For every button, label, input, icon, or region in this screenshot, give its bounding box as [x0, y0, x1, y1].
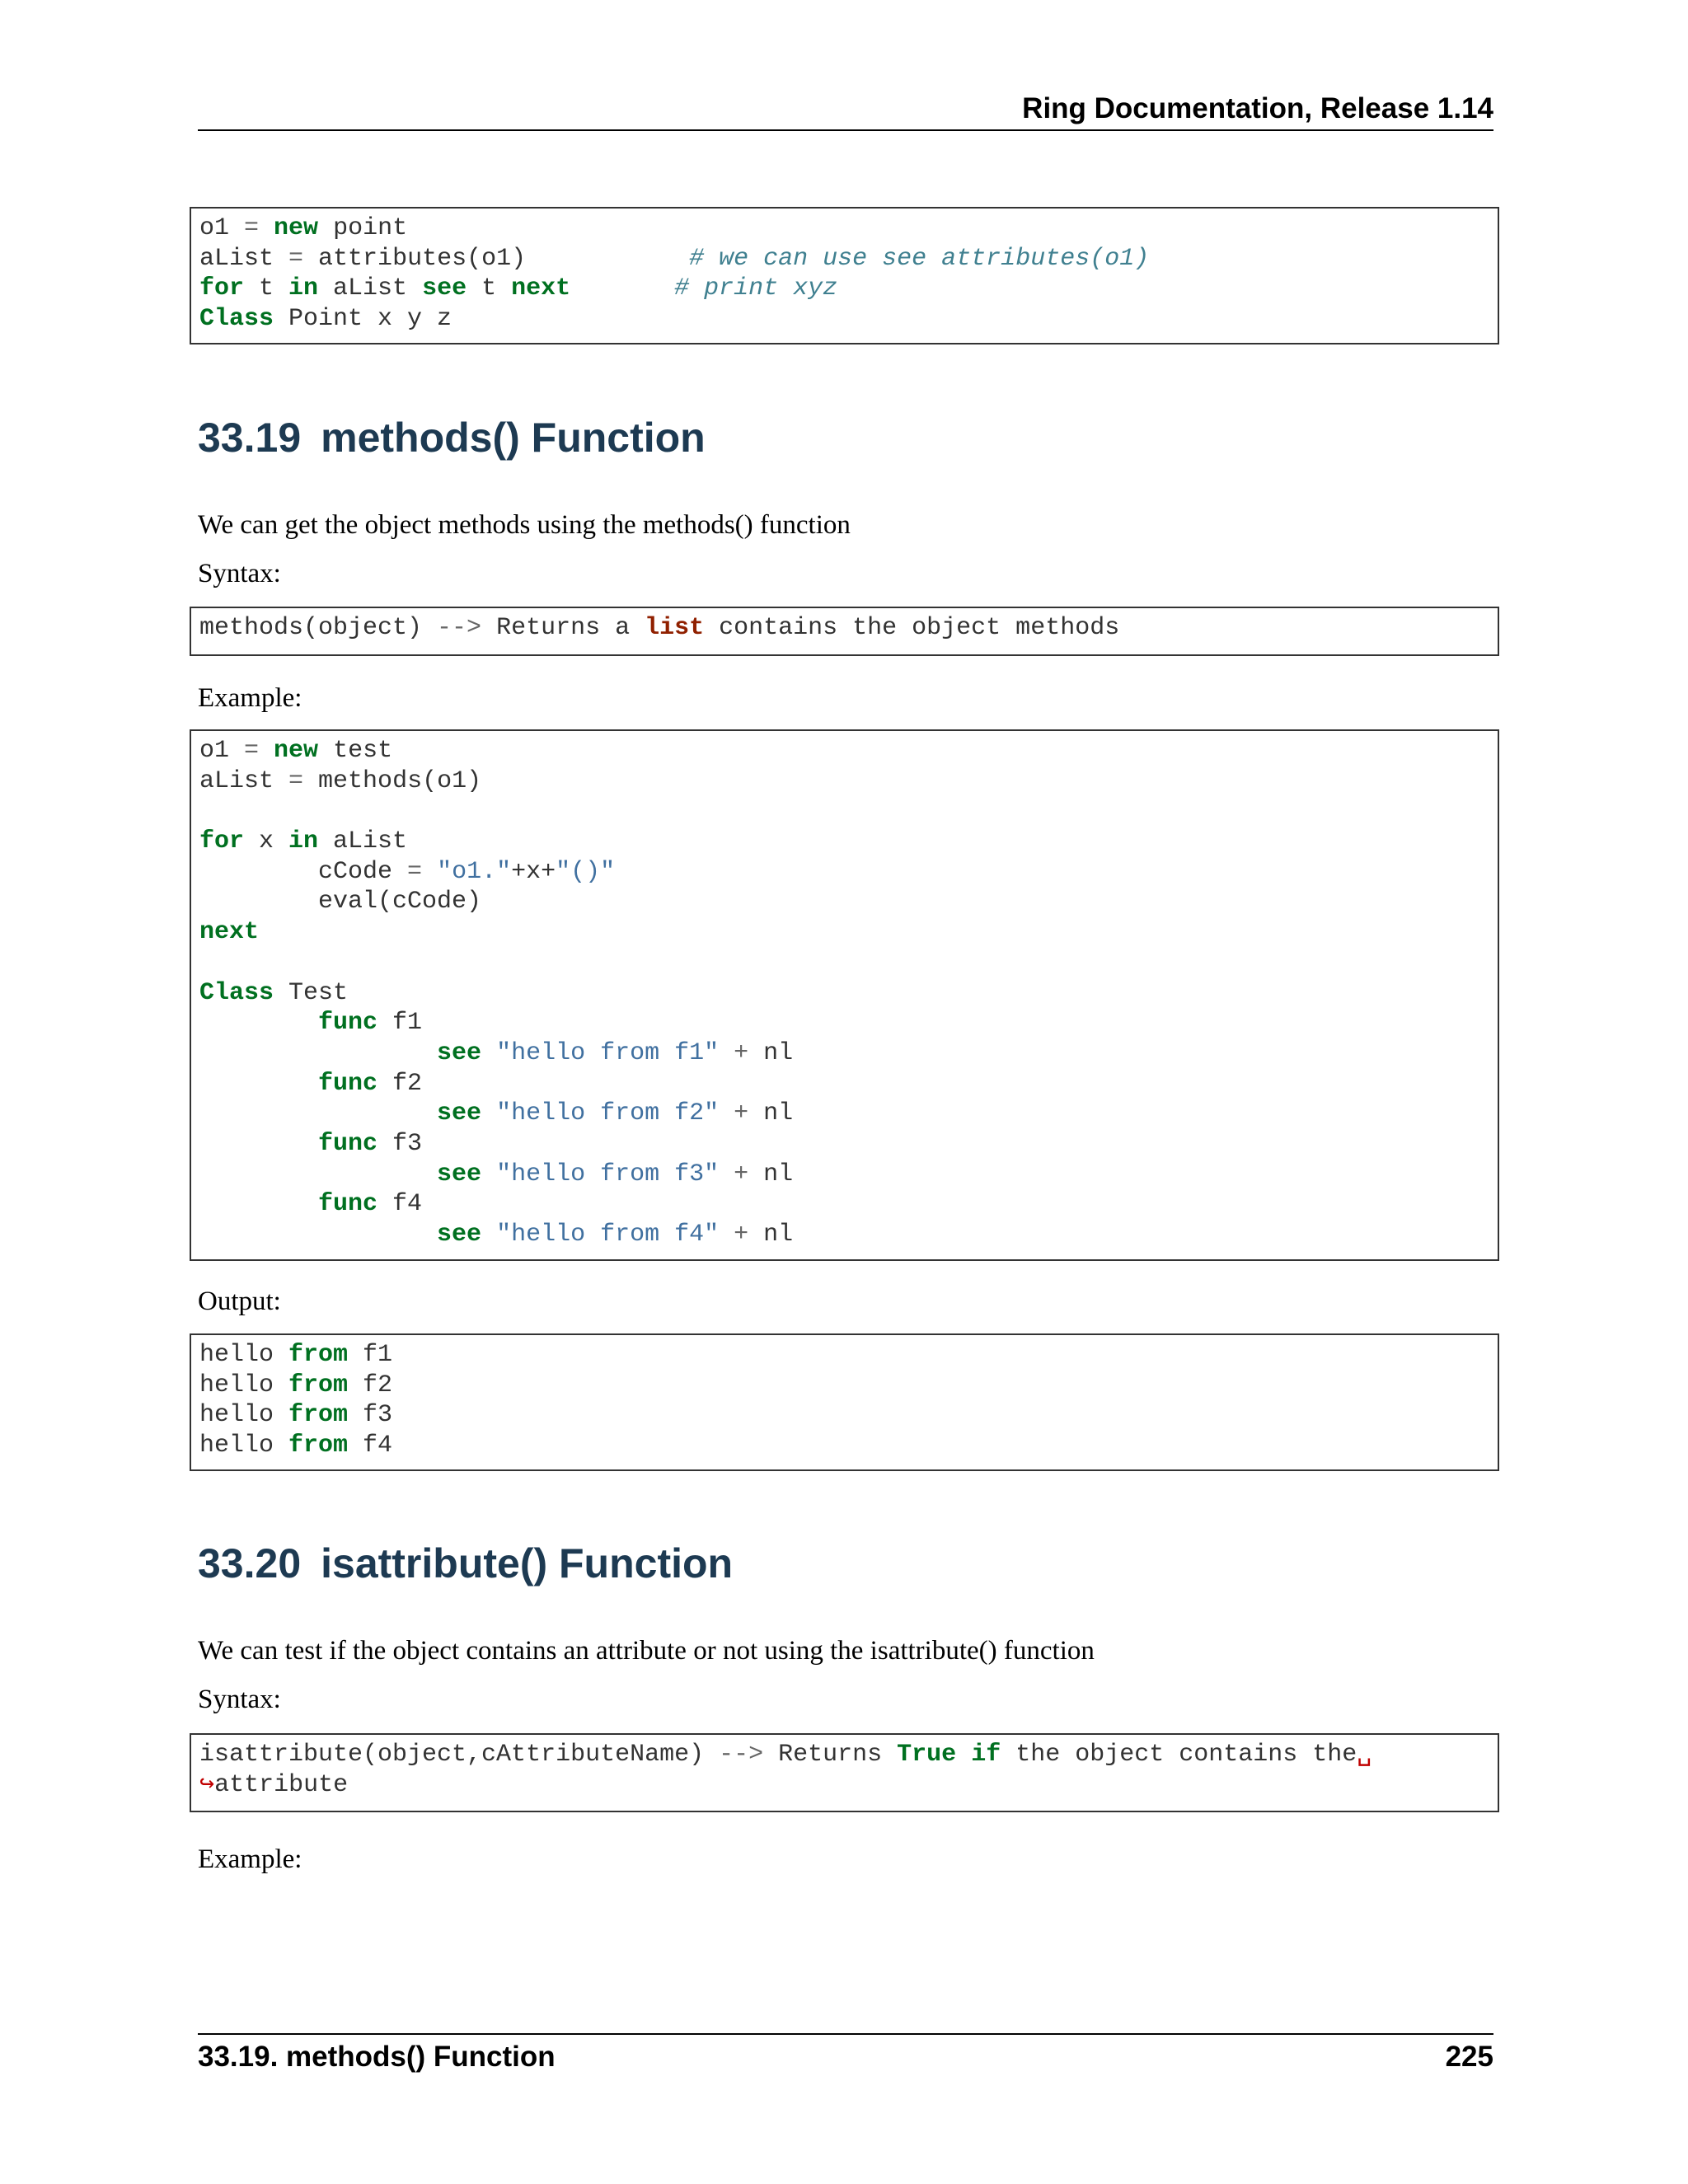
section-intro: We can get the object methods using the methods() function: [198, 510, 851, 540]
syntax-label: Syntax:: [198, 1685, 281, 1714]
syntax-label: Syntax:: [198, 559, 281, 588]
footer-divider: [198, 2033, 1493, 2035]
code-line: see "hello from f2" + nl: [437, 1099, 794, 1128]
code-line: cCode = "o1."+x+"()": [199, 857, 616, 886]
section-intro: We can test if the object contains an attribute or not using the isattribute() function: [198, 1636, 1095, 1666]
code-line: func f3: [318, 1129, 423, 1158]
code-line: see "hello from f4" + nl: [437, 1221, 794, 1249]
code-line: for t in aList see t next # print xyz: [199, 274, 838, 303]
code-line: see "hello from f3" + nl: [437, 1160, 794, 1188]
code-line: hello from f2: [199, 1371, 393, 1399]
page-number: 225: [1445, 2041, 1493, 2073]
code-line: func f1: [318, 1009, 423, 1038]
code-line: o1 = new test: [199, 737, 393, 765]
header-divider: [198, 129, 1493, 131]
section-heading-33-20: [198, 1540, 733, 1587]
example-label: Example:: [198, 683, 302, 713]
section-number: 33.19: [198, 415, 302, 461]
output-label: Output:: [198, 1286, 281, 1316]
code-line: hello from f3: [199, 1401, 393, 1430]
code-block-methods-syntax: [190, 607, 1499, 656]
code-line: eval(cCode): [199, 888, 482, 916]
code-line: aList = attributes(o1) # we can use see attributes(o1): [199, 244, 1150, 273]
footer-section: 33.19. methods() Function: [198, 2041, 556, 2073]
code-line: func f4: [318, 1190, 423, 1219]
code-line: Class Test: [199, 978, 349, 1007]
section-heading-33-19: [198, 414, 706, 462]
line-continuation-icon: ␣: [1357, 1741, 1372, 1769]
code-line: Class Point x y z: [199, 305, 452, 334]
code-block-methods-output: [190, 1333, 1499, 1471]
section-title: methods() Function: [321, 415, 706, 461]
code-line: methods(object) --> Returns a list contains the object methods: [199, 614, 1120, 642]
code-line-blank: [199, 948, 1489, 978]
section-number: 33.20: [198, 1540, 302, 1586]
code-line: next: [199, 918, 260, 947]
code-line: see "hello from f1" + nl: [437, 1038, 794, 1067]
section-title: isattribute() Function: [321, 1540, 734, 1586]
code-line: aList = methods(o1): [199, 766, 482, 795]
code-line: isattribute(object,cAttributeName) --> Returns True if the object contains the␣: [199, 1741, 1372, 1769]
header-title: Ring Documentation, Release 1.14: [1022, 92, 1493, 124]
code-line: hello from f1: [199, 1341, 393, 1369]
code-block-isattribute-syntax: [190, 1733, 1499, 1812]
code-block-attributes-example: [190, 207, 1499, 344]
code-line: func f2: [318, 1069, 423, 1098]
code-line: for x in aList: [199, 827, 408, 856]
code-line: hello from f4: [199, 1432, 393, 1460]
code-block-methods-example: [190, 729, 1499, 1261]
line-wrap-arrow-icon: ↪: [199, 1770, 215, 1799]
code-line: o1 = new point: [199, 214, 408, 242]
code-line-blank: [199, 796, 1489, 827]
example-label: Example:: [198, 1844, 302, 1874]
code-line: ↪attribute: [199, 1770, 349, 1799]
